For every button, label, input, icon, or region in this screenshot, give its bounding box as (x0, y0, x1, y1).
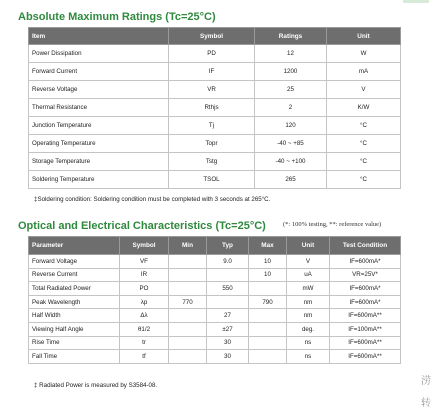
abs-cell: PD (169, 45, 255, 63)
opt-cell: Fall Time (29, 350, 120, 364)
abs-cell: K/W (327, 99, 401, 117)
abs-cell: Storage Temperature (29, 153, 169, 171)
opt-header-min: Min (169, 237, 207, 255)
opt-cell: IF=600mA* (330, 255, 401, 269)
opt-header-unit: Unit (287, 237, 330, 255)
abs-cell: Rthjs (169, 99, 255, 117)
table-row (29, 171, 401, 189)
abs-cell: Forward Current (29, 63, 169, 81)
abs-cell: V (327, 81, 401, 99)
opt-cell: θ1/2 (120, 322, 169, 336)
abs-max-header-row (29, 28, 401, 45)
opt-cell (169, 350, 207, 364)
table-row (29, 350, 401, 364)
opt-cell: IR (120, 268, 169, 282)
optical-header-row (29, 237, 401, 255)
abs-cell: Power Dissipation (29, 45, 169, 63)
abs-cell: Soldering Temperature (29, 171, 169, 189)
abs-cell: °C (327, 117, 401, 135)
table-row (29, 63, 401, 81)
side-char-1: 涝 (421, 376, 431, 387)
opt-cell (249, 350, 287, 364)
opt-cell: uA (287, 268, 330, 282)
opt-cell: IF=600mA** (330, 336, 401, 350)
opt-cell: Rise Time (29, 336, 120, 350)
opt-cell (169, 322, 207, 336)
opt-cell: 10 (249, 255, 287, 269)
abs-max-body (29, 45, 401, 189)
abs-cell: Tj (169, 117, 255, 135)
opt-cell (207, 295, 249, 309)
opt-header-typ: Typ (207, 237, 249, 255)
opt-cell (169, 336, 207, 350)
abs-cell: 120 (255, 117, 327, 135)
opt-cell: 790 (249, 295, 287, 309)
opt-cell: nm (287, 309, 330, 323)
abs-max-table (28, 27, 401, 189)
opt-cell: ns (287, 336, 330, 350)
opt-cell: 30 (207, 336, 249, 350)
opt-cell: λp (120, 295, 169, 309)
opt-cell: 27 (207, 309, 249, 323)
opt-cell: Reverse Current (29, 268, 120, 282)
table-row (29, 117, 401, 135)
opt-cell: IF=600mA** (330, 309, 401, 323)
table-row (29, 309, 401, 323)
opt-cell: IF=600mA* (330, 295, 401, 309)
opt-cell: ±27 (207, 322, 249, 336)
opt-cell (249, 309, 287, 323)
table-row (29, 255, 401, 269)
abs-cell: -40 ~ +85 (255, 135, 327, 153)
abs-cell: IF (169, 63, 255, 81)
opt-cell (249, 282, 287, 296)
table-row (29, 81, 401, 99)
abs-header-ratings: Ratings (255, 28, 327, 45)
opt-header-symbol: Symbol (120, 237, 169, 255)
opt-cell: Forward Voltage (29, 255, 120, 269)
table-row (29, 153, 401, 171)
soldering-note: ‡Soldering condition: Soldering condition must be completed with 3 seconds at 265°C. (34, 196, 271, 203)
abs-cell: Reverse Voltage (29, 81, 169, 99)
abs-header-symbol: Symbol (169, 28, 255, 45)
optical-body (29, 255, 401, 364)
opt-cell: 9.0 (207, 255, 249, 269)
opt-cell: VR=25V* (330, 268, 401, 282)
abs-max-title: Absolute Maximum Ratings (Tc=25°C) (18, 11, 216, 23)
opt-header-test-condition: Test Condition (330, 237, 401, 255)
opt-cell: IF=600mA* (330, 282, 401, 296)
opt-cell: tr (120, 336, 169, 350)
opt-header-max: Max (249, 237, 287, 255)
side-char-2: 转 (421, 398, 431, 409)
abs-cell: °C (327, 171, 401, 189)
abs-cell: Junction Temperature (29, 117, 169, 135)
opt-cell: Total Radiated Power (29, 282, 120, 296)
abs-header-item: Item (29, 28, 169, 45)
opt-cell: 770 (169, 295, 207, 309)
abs-cell: 12 (255, 45, 327, 63)
opt-cell (169, 268, 207, 282)
table-row (29, 282, 401, 296)
opt-cell: IF=600mA** (330, 350, 401, 364)
abs-cell: VR (169, 81, 255, 99)
opt-cell (249, 322, 287, 336)
abs-cell: 25 (255, 81, 327, 99)
table-row (29, 322, 401, 336)
abs-header-unit: Unit (327, 28, 401, 45)
opt-cell: mW (287, 282, 330, 296)
table-row (29, 336, 401, 350)
radiated-power-note: ‡ Radiated Power is measured by S3584-08. (34, 382, 158, 389)
opt-cell: V (287, 255, 330, 269)
opt-cell: 550 (207, 282, 249, 296)
opt-cell (169, 255, 207, 269)
abs-cell: 1200 (255, 63, 327, 81)
abs-cell: °C (327, 153, 401, 171)
opt-cell (249, 336, 287, 350)
abs-cell: 2 (255, 99, 327, 117)
table-row (29, 45, 401, 63)
opt-cell: tf (120, 350, 169, 364)
opt-cell: 30 (207, 350, 249, 364)
abs-cell: 265 (255, 171, 327, 189)
table-row (29, 135, 401, 153)
abs-cell: W (327, 45, 401, 63)
opt-cell: IF=100mA** (330, 322, 401, 336)
opt-cell: Viewing Half Angle (29, 322, 120, 336)
opt-cell: Peak Wavelength (29, 295, 120, 309)
abs-cell: °C (327, 135, 401, 153)
opt-cell: 10 (249, 268, 287, 282)
abs-cell: Thermal Resistance (29, 99, 169, 117)
abs-cell: Topr (169, 135, 255, 153)
opt-cell: Δλ (120, 309, 169, 323)
testing-legend: (*: 100% testing, **: reference value) (283, 221, 382, 228)
opt-cell: Half Width (29, 309, 120, 323)
abs-cell: Operating Temperature (29, 135, 169, 153)
table-row (29, 268, 401, 282)
opt-cell: ns (287, 350, 330, 364)
table-row (29, 295, 401, 309)
abs-cell: -40 ~ +100 (255, 153, 327, 171)
optical-title: Optical and Electrical Characteristics (Tc=25°C) (18, 220, 266, 232)
top-decoration (403, 0, 429, 3)
table-row (29, 99, 401, 117)
opt-header-parameter: Parameter (29, 237, 120, 255)
opt-cell: PO (120, 282, 169, 296)
opt-cell (169, 309, 207, 323)
opt-cell (207, 268, 249, 282)
opt-cell (169, 282, 207, 296)
opt-cell: nm (287, 295, 330, 309)
abs-cell: Tstg (169, 153, 255, 171)
abs-cell: mA (327, 63, 401, 81)
optical-table (28, 236, 401, 364)
abs-cell: TSOL (169, 171, 255, 189)
opt-cell: VF (120, 255, 169, 269)
opt-cell: deg. (287, 322, 330, 336)
